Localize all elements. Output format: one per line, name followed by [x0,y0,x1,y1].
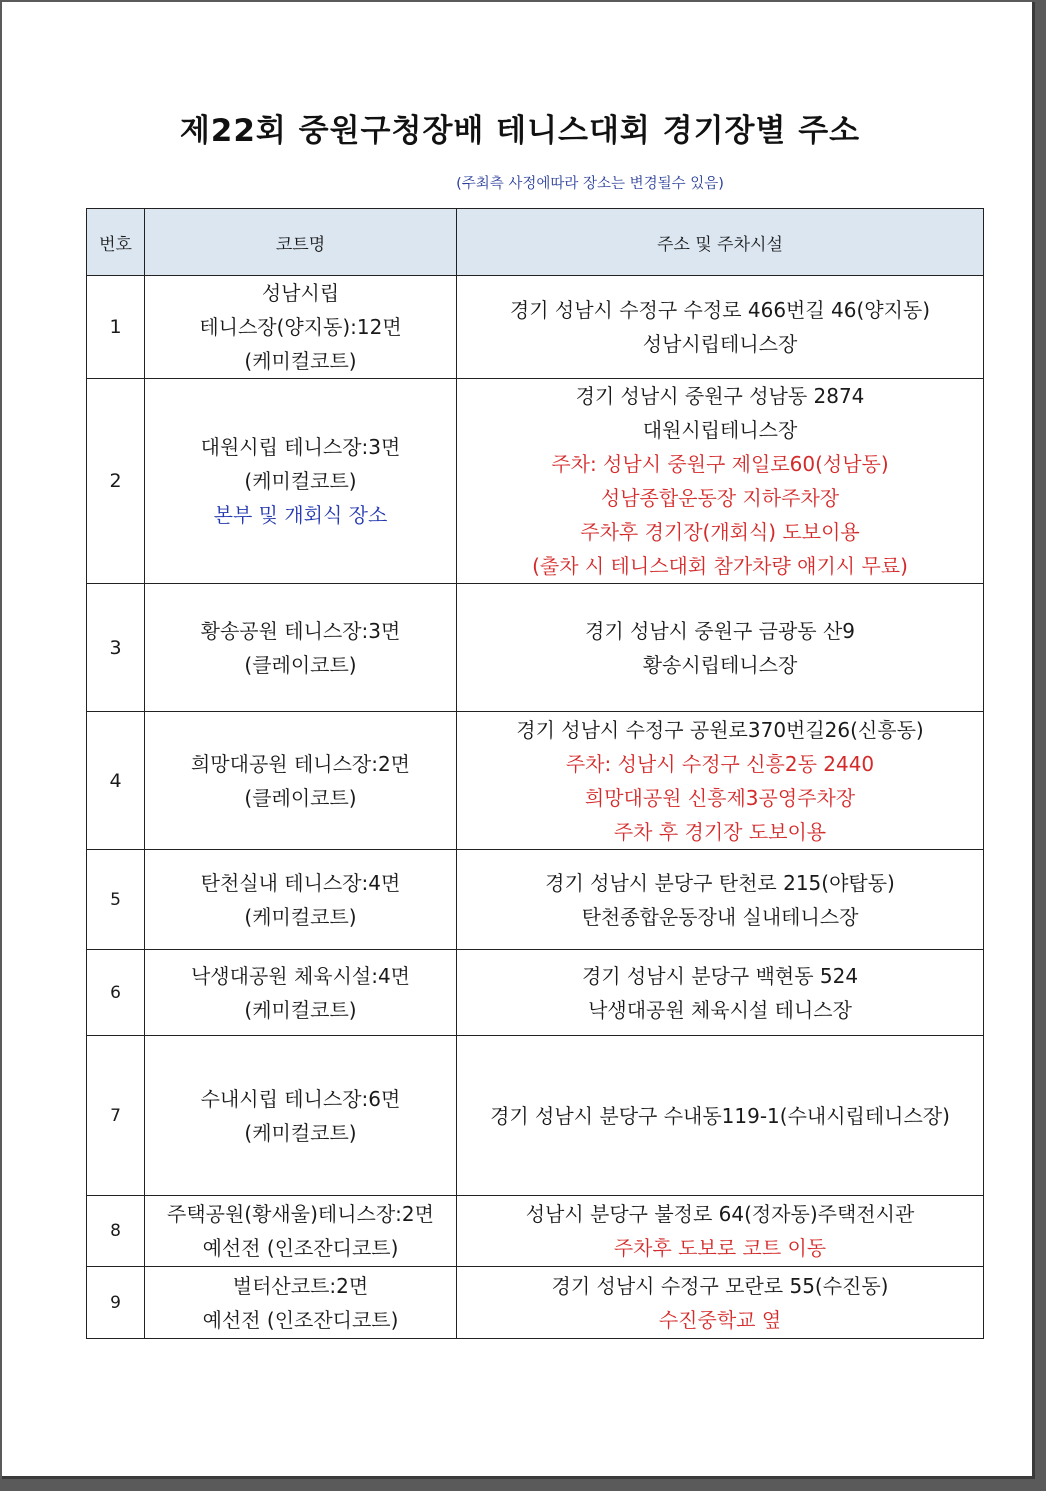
header-number: 번호 [87,209,145,276]
table-row [87,1267,984,1339]
address-cell [457,1196,984,1267]
address-cell [457,850,984,950]
table-row [87,276,984,379]
row-number: 1 [87,276,145,379]
address-line: 주차후 도보로 코트 이동 [613,1236,827,1260]
court-name-cell [145,1267,457,1339]
address-cell [457,584,984,712]
court-name-line: 탄천실내 테니스장:4면 [200,870,401,895]
court-name-line: 예선전 (인조잔디코트) [202,1307,399,1332]
table-row [87,379,984,584]
court-name-cell [145,950,457,1036]
address-line: 낙생대공원 체육시설 테니스장 [588,997,852,1022]
court-name-cell [145,1036,457,1196]
court-name-cell [145,584,457,712]
court-name-line: (케미컬코트) [244,349,357,373]
court-name-line: 본부 및 개회식 장소 [213,503,388,527]
address-line: (출차 시 테니스대회 참가차량 얘기시 무료) [532,554,908,578]
document-title: 제22회 중원구청장배 테니스대회 경기장별 주소 [179,113,861,149]
row-number: 4 [87,712,145,850]
court-name-cell [145,379,457,584]
row-number: 3 [87,584,145,712]
address-cell [457,950,984,1036]
address-line: 주차: 성남시 중원구 제일로60(성남동) [551,452,889,476]
address-line: 경기 성남시 분당구 수내동119-1(수내시립테니스장) [490,1103,950,1128]
address-line: 경기 성남시 수정구 수정로 466번길 46(양지동) [509,298,931,322]
address-line: 황송시립테니스장 [642,652,798,677]
address-line: 수진중학교 옆 [658,1307,782,1332]
row-number: 9 [87,1267,145,1339]
header-court: 코트명 [145,209,457,276]
row-number: 6 [87,950,145,1036]
address-line: 성남시 분당구 불정로 64(정자동)주택전시관 [525,1202,915,1226]
court-name-line: (케미컬코트) [244,904,357,929]
court-name-line: 주택공원(황새울)테니스장:2면 [167,1202,434,1226]
court-name-line: 황송공원 테니스장:3면 [200,618,401,643]
address-cell [457,379,984,584]
row-number: 8 [87,1196,145,1267]
court-name-cell [145,1196,457,1267]
court-name-line: (케미컬코트) [244,997,357,1022]
address-line: 주차: 성남시 수정구 신흥2동 2440 [565,751,875,776]
address-line: 주차 후 경기장 도보이용 [613,819,827,844]
table-row [87,1036,984,1196]
court-name-line: (클레이코트) [244,652,357,677]
change-notice: (주최측 사정에따라 장소는 변경될수 있음) [456,176,724,192]
document-page [2,2,1035,1479]
court-name-line: 테니스장(양지동):12면 [199,315,402,339]
address-cell [457,1036,984,1196]
row-number: 2 [87,379,145,584]
address-line: 경기 성남시 수정구 모란로 55(수진동) [551,1273,889,1298]
address-line: 주차후 경기장(개회식) 도보이용 [580,520,860,544]
address-cell [457,276,984,379]
row-number: 5 [87,850,145,950]
address-line: 경기 성남시 분당구 백현동 524 [581,963,859,988]
court-name-cell [145,712,457,850]
court-name-cell [145,276,457,379]
table-row [87,950,984,1036]
header-address: 주소 및 주차시설 [457,209,984,276]
court-name-cell [145,850,457,950]
table-row [87,712,984,850]
address-line: 경기 성남시 중원구 금광동 산9 [585,618,855,643]
table-row [87,584,984,712]
table-row [87,850,984,950]
court-name-line: 희망대공원 테니스장:2면 [190,751,411,776]
address-line: 대원시립테니스장 [642,418,798,442]
address-line: 희망대공원 신흥제3공영주차장 [584,785,856,810]
court-name-line: 벌터산코트:2면 [232,1273,369,1298]
address-cell [457,1267,984,1339]
court-name-line: (케미컬코트) [244,1120,357,1145]
address-line: 경기 성남시 중원구 성남동 2874 [575,384,865,408]
address-cell [457,712,984,850]
address-line: 성남시립테니스장 [642,332,798,356]
address-line: 성남종합운동장 지하주차장 [600,486,840,510]
court-name-line: (클레이코트) [244,785,357,810]
row-number: 7 [87,1036,145,1196]
table-header-row [87,209,984,276]
address-line: 경기 성남시 수정구 공원로370번길26(신흥동) [516,717,924,742]
court-name-line: 예선전 (인조잔디코트) [202,1236,399,1260]
court-name-line: (케미컬코트) [244,469,357,493]
address-line: 탄천종합운동장내 실내테니스장 [581,904,859,929]
court-name-line: 성남시립 [261,281,340,305]
address-line: 경기 성남시 분당구 탄천로 215(야탑동) [545,870,895,895]
court-name-line: 수내시립 테니스장:6면 [200,1086,401,1111]
court-name-line: 대원시립 테니스장:3면 [200,435,401,459]
venue-table [86,208,984,1339]
court-name-line: 낙생대공원 체육시설:4면 [190,963,411,988]
table-row [87,1196,984,1267]
